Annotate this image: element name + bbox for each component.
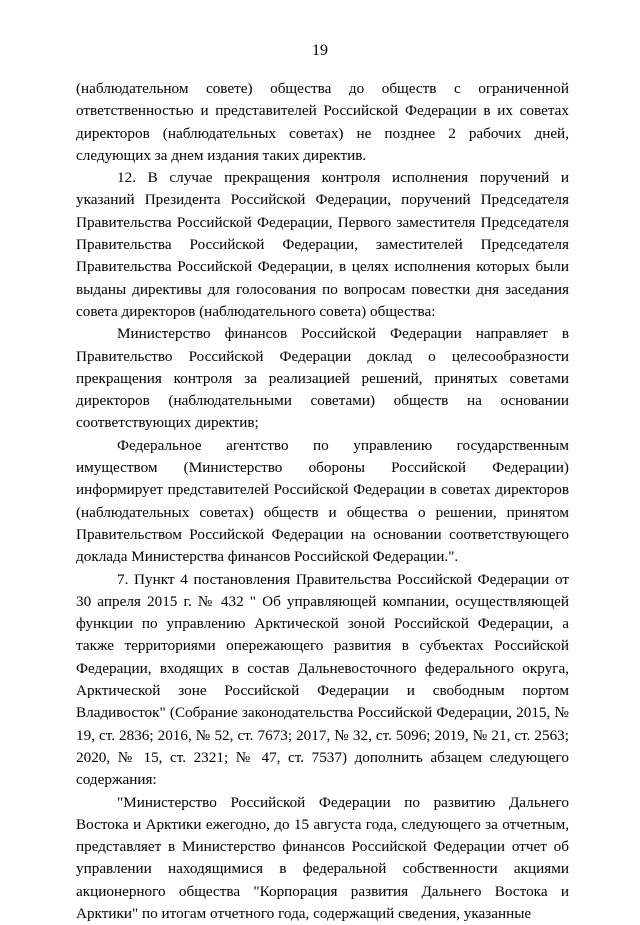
paragraph-item-7: 7. Пункт 4 постановления Правительства Российской Федерации от 30 апреля 2015 г. № 432 " Об управляющей компании, осуществляющей функции по управлению Арктической зоной Российской Федерации, а также территориями опережающего развития в субъектах Российской Федерации, входящих в состав Дальневосточного федерального округа, Арктической зоне Российской Федерации и свободным портом Владивосток" (Собрание законодательства Российской Федерации, 2015, № 19, ст. 2836; 2016, № 52, ст. 7673; 2017, № 32, ст. 5096; 2019, № 21, ст. 2563; 2020, № 15, ст. 2321; № 47, ст. 7537) дополнить абзацем следующего содержания: — [76, 569, 569, 792]
paragraph-item-12: 12. В случае прекращения контроля исполнения поручений и указаний Президента Российской Федерации, поручений Председателя Правительства Российской Федерации, Первого заместителя Председателя Правительства Российской Федерации, заместителей Председателя Правительства Российской Федерации, в целях исполнения которых были выданы директивы для голосования по вопросам повестки дня заседания совета директоров (наблюдательного совета) общества: — [76, 167, 569, 323]
paragraph-minfin: Министерство финансов Российской Федерации направляет в Правительство Российской Федерации доклад о целесообразности прекращения контроля за реализацией решений, принятых советами директоров (наблюдательными советами) обществ на основании соответствующих директив; — [76, 323, 569, 434]
page-number: 19 — [0, 42, 640, 60]
paragraph-rosimushchestvo: Федеральное агентство по управлению государственным имуществом (Министерство обороны Российской Федерации) информирует представителей Российской Федерации в советах директоров (наблюдательных советах) обществ и общества о решении, принятом Правительством Российской Федерации на основании соответствующего доклада Министерства финансов Российской Федерации.". — [76, 435, 569, 569]
paragraph-minvostokrazvitiya: "Министерство Российской Федерации по развитию Дальнего Востока и Арктики ежегодно, до 15 августа года, следующего за отчетным, представляет в Министерство финансов Российской Федерации отчет об управлении находящимися в федеральной собственности акциями акционерного общества "Корпорация развития Дальнего Востока и Арктики" по итогам отчетного года, содержащий сведения, указанные — [76, 792, 569, 925]
document-body — [76, 78, 569, 925]
paragraph-continuation: (наблюдательном совете) общества до обществ с ограниченной ответственностью и представителей Российской Федерации в их советах директоров (наблюдательных советах) не позднее 2 рабочих дней, следующих за днем издания таких директив. — [76, 78, 569, 167]
